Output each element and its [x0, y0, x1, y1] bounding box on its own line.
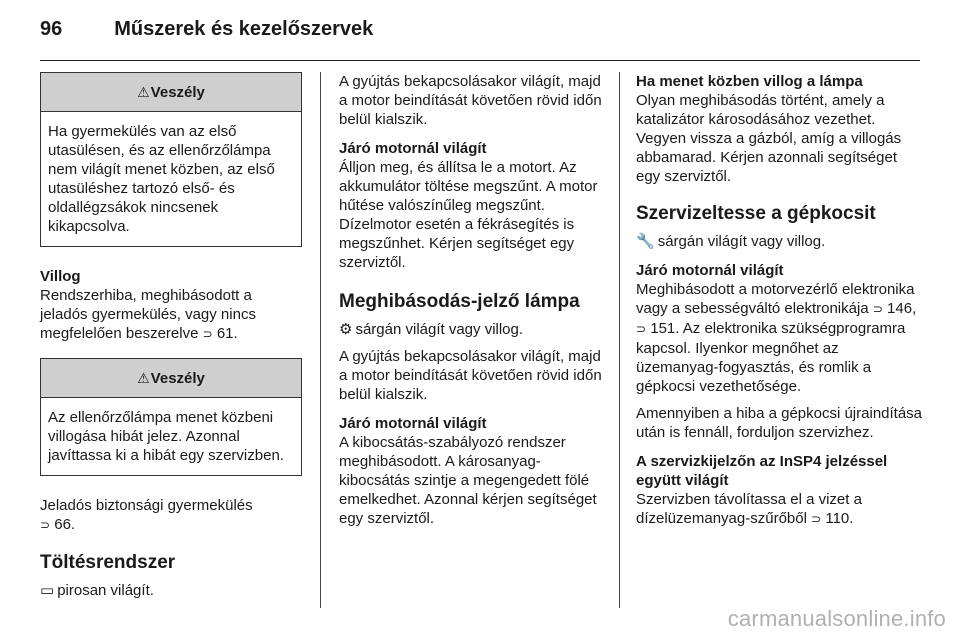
- warning-box-1: [40, 72, 302, 247]
- column-divider-1: [320, 72, 321, 608]
- column-1: [40, 72, 302, 608]
- service-heading: Szervizeltesse a gépkocsit: [636, 203, 876, 224]
- page-ref-arrow-icon: ⊃: [636, 322, 647, 336]
- warning-box-2: [40, 358, 302, 476]
- engine-running-heading-1: Járó motornál világít: [339, 140, 487, 157]
- page-number: 96: [40, 18, 63, 40]
- flashing-text: Olyan meghibásodás történt, amely a katalizátor károsodásához vezethet. Vegyen vissza a gázból, amíg a villogás abbamarad. Kérjen azonnali segítséget egy szerviztől.: [636, 92, 902, 185]
- page-ref[interactable]: 61.: [216, 325, 238, 342]
- column-divider-2: [619, 72, 620, 608]
- flashing-heading: Ha menet közben villog a lámpa: [636, 73, 863, 90]
- ignition-paragraph-2: A gyújtás bekapcsolásakor világít, majd a motor beindítását követően rövid időn belül kialszik.: [339, 348, 602, 403]
- header-divider: [40, 60, 920, 61]
- warning-text-2: Az ellenőrzőlámpa menet közbeni villogása hibát jelez. Azonnal javíttassa ki a hibát egy szervizben.: [48, 409, 284, 464]
- warning-text-1: Ha gyermekülés van az első utasülésen, és az ellenőrzőlámpa nem világít menet közben, az első utasüléshez tartozó első- és oldallégzsákok nincsenek kikapcsolva.: [48, 123, 275, 235]
- page-title: Műszerek és kezelőszervek: [114, 18, 374, 40]
- villog-paragraph: Rendszerhiba, meghibásodott a jeladós gyermekülés, vagy nincs megfelelően beszerelve ⊃ 61.: [40, 287, 256, 342]
- warning-header-2: [41, 359, 301, 398]
- child-seat-paragraph: Jeladós biztonsági gyermekülés ⊃ 66.: [40, 497, 253, 533]
- page-ref[interactable]: 110.: [825, 510, 854, 527]
- page-ref-arrow-icon: ⊃: [40, 518, 51, 532]
- warning-title-1: Veszély: [150, 84, 205, 101]
- page-ref[interactable]: 151.: [650, 320, 680, 337]
- engine-icon: ⚙: [339, 321, 353, 338]
- charging-heading: Töltésrendszer: [40, 552, 176, 573]
- engine-running-text-3: Meghibásodott a motorvezérlő elektronika vagy a sebességváltó elektronikája ⊃ 146, ⊃ 151. Az elektronika szükségprogramra kapcsol. Ilyenkor megnőhet az üzemanyag-fogyasztás, és romlik a gépkocsi vezethetősége.: [636, 281, 917, 395]
- insp-paragraph: Szervizben távolítassa el a vizet a dízelüzemanyag-szűrőből ⊃ 110.: [636, 491, 862, 527]
- service-paragraph: 🔧 sárgán világít vagy villog.: [636, 233, 826, 250]
- engine-running-text-1: Álljon meg, és állítsa le a motort. Az akkumulátor töltése megszűnt. A motor hűtése valószínűleg megszűnt. Dízelmotor esetén a fékrásegítés is megszűnhet. Kérjen segítséget egy szerviztől.: [339, 159, 598, 271]
- engine-running-heading-2: Járó motornál világít: [339, 415, 487, 432]
- column-3: [636, 72, 924, 537]
- page-ref-arrow-icon: ⊃: [872, 302, 883, 316]
- wrench-car-icon: 🔧: [636, 233, 655, 250]
- insp-heading: A szervizkijelzőn az InSP4 jelzéssel együtt világít: [636, 453, 888, 489]
- mil-heading: Meghibásodás-jelző lámpa: [339, 291, 580, 312]
- page-ref[interactable]: 146,: [887, 300, 917, 317]
- watermark: carmanualsonline.info: [727, 606, 946, 631]
- page-ref[interactable]: 66.: [54, 516, 76, 533]
- engine-running-heading-3: Járó motornál világít: [636, 262, 784, 279]
- restart-paragraph: Amennyiben a hiba a gépkocsi újraindítása után is fennáll, forduljon szervizhez.: [636, 405, 923, 441]
- mil-paragraph: ⚙ sárgán világít vagy villog.: [339, 321, 524, 338]
- warning-header-1: [41, 73, 301, 112]
- page-ref-arrow-icon: ⊃: [811, 512, 822, 526]
- battery-icon: ▭: [40, 582, 55, 599]
- page-ref-arrow-icon: ⊃: [202, 327, 213, 341]
- charging-paragraph: ▭ pirosan világít.: [40, 582, 154, 599]
- engine-running-text-2: A kibocsátás-szabályozó rendszer meghibásodott. A károsanyag-kibocsátás szintje a megengedett fölé emelkedhet. Azonnal kérjen segítséget egy szerviztől.: [339, 434, 597, 527]
- page-header: [40, 18, 373, 48]
- ignition-paragraph-1: A gyújtás bekapcsolásakor világít, majd a motor beindítását követően rövid időn belül kialszik.: [339, 73, 602, 128]
- warning-triangle-icon: ⚠: [137, 370, 150, 386]
- warning-triangle-icon: ⚠: [137, 84, 150, 100]
- villog-heading: Villog: [40, 268, 81, 285]
- warning-title-2: Veszély: [150, 370, 205, 387]
- column-2: [339, 72, 607, 536]
